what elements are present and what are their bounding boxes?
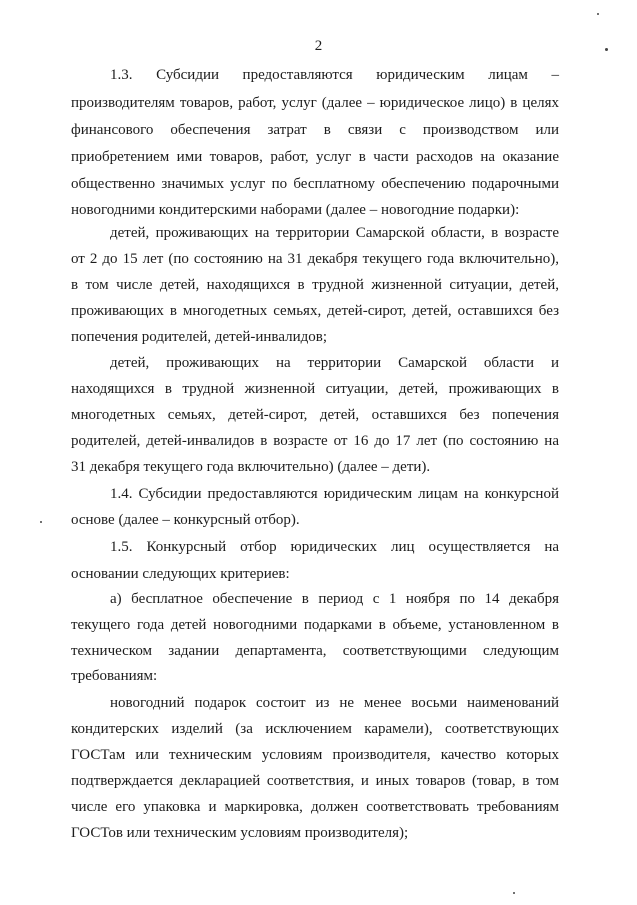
text-line-23: техническом задании департамента, соответствующими следующим (71, 643, 559, 659)
text-line-7: детей, проживающих на территории Самарской области, в возрасте (110, 225, 559, 241)
text-line-24: требованиям: (71, 668, 158, 684)
scan-speck (597, 13, 599, 15)
scan-speck (40, 521, 42, 523)
text-line-18: основе (далее – конкурсный отбор). (71, 512, 300, 528)
text-line-17: 1.4. Субсидии предоставляются юридическим лицам на конкурсной (110, 486, 559, 502)
text-line-21: а) бесплатное обеспечение в период с 1 ноября по 14 декабря (110, 591, 559, 607)
text-line-16: 31 декабря текущего года включительно) (далее – дети). (71, 459, 431, 475)
text-line-20: основании следующих критериев: (71, 566, 290, 582)
text-line-22: текущего года детей новогодними подарками в объеме, установленном в (71, 617, 559, 633)
text-line-6: новогодними кондитерскими наборами (далее – новогодние подарки): (71, 202, 520, 218)
text-line-2: производителям товаров, работ, услуг (далее – юридическое лицо) в целях (71, 95, 559, 111)
text-line-27: ГОСТам или техническим условиям производителя, качество которых (71, 747, 559, 763)
text-line-30: ГОСТов или техническим условиям производителя); (71, 825, 409, 841)
text-line-1: 1.3. Субсидии предоставляются юридическим лицам – (110, 67, 559, 83)
text-line-4: приобретением ими товаров, работ, услуг в части расходов на оказание (71, 149, 559, 165)
scan-speck (605, 48, 608, 51)
text-line-3: финансового обеспечения затрат в связи с производством или (71, 122, 559, 138)
text-line-13: находящихся в трудной жизненной ситуации, детей, проживающих в (71, 381, 559, 397)
text-line-26: кондитерских изделий (за исключением карамели), соответствующих (71, 721, 559, 737)
page-number: 2 (314, 38, 323, 54)
text-line-28: подтверждается декларацией соответствия, и иных товаров (товар, в том (71, 773, 559, 789)
scan-speck (513, 892, 515, 894)
text-line-10: проживающих в многодетных семьях, детей-сирот, детей, оставшихся без (71, 303, 559, 319)
text-line-11: попечения родителей, детей-инвалидов; (71, 329, 328, 345)
text-line-12: детей, проживающих на территории Самарской области и (110, 355, 559, 371)
text-line-5: общественно значимых услуг по бесплатному обеспечению подарочными (71, 176, 559, 192)
text-line-25: новогодний подарок состоит из не менее восьми наименований (110, 695, 559, 711)
text-line-15: родителей, детей-инвалидов в возрасте от 16 до 17 лет (по состоянию на (71, 433, 559, 449)
text-line-14: многодетных семьях, детей-сирот, детей, оставшихся без попечения (71, 407, 559, 423)
text-line-29: числе его упаковка и маркировка, должен соответствовать требованиям (71, 799, 559, 815)
text-line-19: 1.5. Конкурсный отбор юридических лиц осуществляется на (110, 539, 559, 555)
text-line-9: в том числе детей, находящихся в трудной жизненной ситуации, детей, (71, 277, 559, 293)
text-line-8: от 2 до 15 лет (по состоянию на 31 декабря текущего года включительно), (71, 251, 559, 267)
